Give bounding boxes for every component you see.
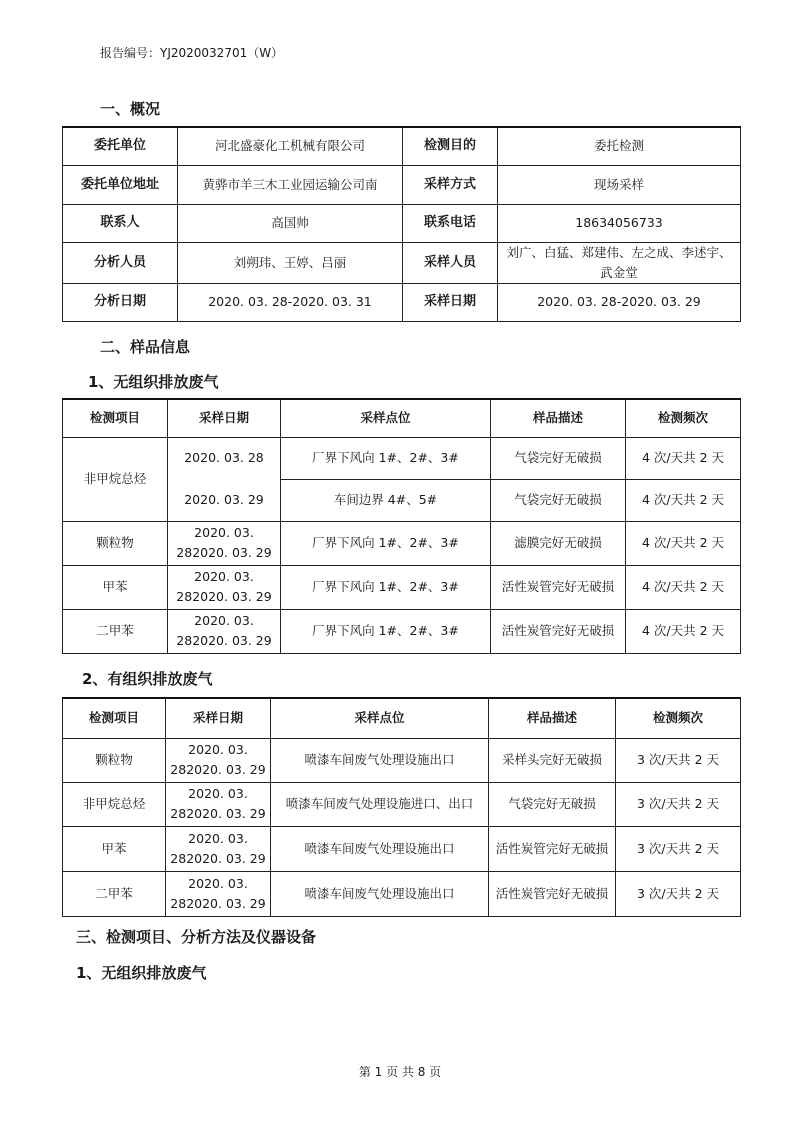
item-cell: 甲苯 bbox=[63, 826, 166, 871]
col-point: 采样点位 bbox=[271, 698, 489, 738]
freq-line: 共 2 天 bbox=[683, 450, 725, 465]
method-label: 采样方式 bbox=[403, 165, 498, 204]
freq-cell bbox=[626, 609, 741, 653]
freq-line: 3 次/天 bbox=[636, 796, 679, 811]
freq-line: 4 次/天 bbox=[641, 535, 684, 550]
table-row bbox=[63, 127, 741, 165]
date-line: 2020. 03. 29 bbox=[186, 895, 266, 911]
section-methods-title: 三、检测项目、分析方法及仪器设备 bbox=[76, 928, 317, 946]
section-overview-title: 一、概况 bbox=[100, 100, 161, 118]
organized-title: 2、有组织排放废气 bbox=[82, 670, 213, 688]
date-line: 2020. 03. 29 bbox=[186, 762, 266, 777]
desc-cell: 气袋完好无破损 bbox=[491, 479, 626, 521]
point-cell: 厂界下风向 1#、2#、3# bbox=[281, 521, 491, 565]
section-sample-info-title: 二、样品信息 bbox=[100, 338, 191, 356]
col-date: 采样日期 bbox=[168, 399, 281, 437]
samplers-value bbox=[498, 242, 741, 283]
date-line: 2020. 03. 29 bbox=[186, 850, 266, 866]
date-cell bbox=[168, 565, 281, 609]
point-cell: 车间边界 4#、5# bbox=[281, 479, 491, 521]
item-cell: 二甲苯 bbox=[63, 871, 166, 916]
col-date: 采样日期 bbox=[166, 698, 271, 738]
col-item: 检测项目 bbox=[63, 399, 168, 437]
date-line: 2020. 03. 28 bbox=[176, 525, 254, 560]
date-cell bbox=[168, 521, 281, 565]
col-freq: 检测频次 bbox=[616, 698, 741, 738]
freq-line: 3 次/天 bbox=[636, 840, 679, 856]
table-row bbox=[63, 399, 741, 437]
item-cell: 二甲苯 bbox=[63, 609, 168, 653]
desc-line: 损 bbox=[595, 885, 609, 901]
desc-cell bbox=[489, 826, 616, 871]
point-cell: 喷漆车间废气处理设施出口 bbox=[271, 871, 489, 916]
date-cell bbox=[168, 609, 281, 653]
analysts-label: 分析人员 bbox=[63, 242, 178, 283]
freq-line: 共 2 天 bbox=[678, 885, 720, 901]
item-cell: 颗粒物 bbox=[63, 521, 168, 565]
samplers-line-2: 武金堂 bbox=[600, 264, 638, 280]
item-cell: 非甲烷总烃 bbox=[63, 782, 166, 826]
report-number: 报告编号：YJ2020032701（W） bbox=[100, 46, 284, 60]
table-row bbox=[63, 437, 741, 479]
sampling-date-value: 2020. 03. 28-2020. 03. 29 bbox=[498, 283, 741, 321]
freq-line: 共 2 天 bbox=[683, 492, 725, 507]
table-row bbox=[63, 782, 741, 826]
table-row bbox=[63, 204, 741, 242]
address-value: 黄骅市羊三木工业园运输公司南 bbox=[178, 165, 403, 204]
freq-cell bbox=[626, 521, 741, 565]
date-cell bbox=[166, 782, 271, 826]
point-cell: 厂界下风向 1#、2#、3# bbox=[281, 437, 491, 479]
freq-line: 4 次/天 bbox=[641, 450, 684, 465]
date-line: 2020. 03. 29 bbox=[192, 633, 272, 648]
date-line: 2020. 03. 29 bbox=[186, 806, 266, 821]
point-cell: 喷漆车间废气处理设施出口 bbox=[271, 826, 489, 871]
freq-cell bbox=[626, 437, 741, 479]
col-freq: 检测频次 bbox=[626, 399, 741, 437]
freq-line: 4 次/天 bbox=[641, 623, 684, 638]
freq-line: 共 2 天 bbox=[678, 752, 720, 767]
col-item: 检测项目 bbox=[63, 698, 166, 738]
date-cell: 2020. 03. 29 bbox=[168, 479, 281, 521]
samplers-label: 采样人员 bbox=[403, 242, 498, 283]
freq-line: 4 次/天 bbox=[641, 492, 684, 507]
desc-line: 活性炭管完好无破 bbox=[495, 840, 596, 856]
desc-cell: 气袋完好无破损 bbox=[489, 782, 616, 826]
freq-cell bbox=[626, 479, 741, 521]
desc-cell: 采样头完好无破损 bbox=[489, 738, 616, 782]
purpose-label: 检测目的 bbox=[403, 127, 498, 165]
unorganized-table bbox=[62, 398, 741, 654]
freq-line: 3 次/天 bbox=[636, 885, 679, 901]
overview-table bbox=[62, 126, 741, 322]
item-cell: 非甲烷总烃 bbox=[63, 437, 168, 521]
point-cell: 厂界下风向 1#、2#、3# bbox=[281, 609, 491, 653]
table-row bbox=[63, 521, 741, 565]
sampling-date-label: 采样日期 bbox=[403, 283, 498, 321]
table-row bbox=[63, 242, 741, 283]
freq-cell bbox=[616, 738, 741, 782]
methods-unorganized-title: 1、无组织排放废气 bbox=[76, 964, 207, 982]
desc-line: 损 bbox=[595, 840, 609, 856]
freq-cell bbox=[616, 871, 741, 916]
table-row bbox=[63, 698, 741, 738]
desc-cell bbox=[489, 871, 616, 916]
phone-value: 18634056733 bbox=[498, 204, 741, 242]
contact-label: 联系人 bbox=[63, 204, 178, 242]
analysis-date-value: 2020. 03. 28-2020. 03. 31 bbox=[178, 283, 403, 321]
freq-line: 3 次/天 bbox=[636, 752, 679, 767]
item-cell: 颗粒物 bbox=[63, 738, 166, 782]
client-label: 委托单位 bbox=[63, 127, 178, 165]
date-line: 2020. 03. 28 bbox=[176, 569, 254, 604]
purpose-value: 委托检测 bbox=[498, 127, 741, 165]
samplers-line-1: 刘广、白猛、郑建伟、左之成、李述宇、 bbox=[506, 244, 732, 260]
table-row bbox=[63, 871, 741, 916]
table-row bbox=[63, 165, 741, 204]
freq-line: 共 2 天 bbox=[678, 796, 720, 811]
freq-cell bbox=[616, 782, 741, 826]
freq-line: 4 次/天 bbox=[641, 579, 684, 594]
desc-line: 活性炭管完好无破 bbox=[495, 885, 596, 901]
desc-line: 活性炭管完好无破 bbox=[501, 623, 602, 638]
date-line: 2020. 03. 28 bbox=[170, 875, 248, 911]
date-cell bbox=[166, 738, 271, 782]
table-row bbox=[63, 826, 741, 871]
desc-cell: 滤膜完好无破损 bbox=[491, 521, 626, 565]
freq-line: 共 2 天 bbox=[678, 840, 720, 856]
date-cell: 2020. 03. 28 bbox=[168, 437, 281, 479]
date-line: 2020. 03. 28 bbox=[170, 830, 248, 866]
analysts-value: 刘朔玮、王婷、吕丽 bbox=[178, 242, 403, 283]
analysis-date-label: 分析日期 bbox=[63, 283, 178, 321]
desc-line: 活性炭管完好无破 bbox=[501, 579, 602, 594]
desc-cell bbox=[491, 565, 626, 609]
freq-line: 共 2 天 bbox=[683, 579, 725, 594]
phone-label: 联系电话 bbox=[403, 204, 498, 242]
method-value: 现场采样 bbox=[498, 165, 741, 204]
date-cell bbox=[166, 871, 271, 916]
desc-line: 损 bbox=[601, 579, 615, 594]
col-desc: 样品描述 bbox=[489, 698, 616, 738]
table-row bbox=[63, 565, 741, 609]
date-line: 2020. 03. 29 bbox=[192, 589, 272, 604]
col-desc: 样品描述 bbox=[491, 399, 626, 437]
date-line: 2020. 03. 28 bbox=[176, 613, 254, 648]
freq-cell bbox=[626, 565, 741, 609]
freq-cell bbox=[616, 826, 741, 871]
page-footer: 第 1 页 共 8 页 bbox=[358, 1065, 442, 1079]
point-cell: 喷漆车间废气处理设施出口 bbox=[271, 738, 489, 782]
date-cell bbox=[166, 826, 271, 871]
point-cell: 喷漆车间废气处理设施进口、出口 bbox=[271, 782, 489, 826]
col-point: 采样点位 bbox=[281, 399, 491, 437]
freq-line: 共 2 天 bbox=[683, 623, 725, 638]
desc-cell: 气袋完好无破损 bbox=[491, 437, 626, 479]
desc-cell bbox=[491, 609, 626, 653]
unorganized-title: 1、无组织排放废气 bbox=[88, 373, 219, 391]
desc-line: 损 bbox=[601, 623, 615, 638]
table-row bbox=[63, 738, 741, 782]
organized-table bbox=[62, 697, 741, 917]
date-line: 2020. 03. 29 bbox=[192, 545, 272, 560]
point-cell: 厂界下风向 1#、2#、3# bbox=[281, 565, 491, 609]
client-value: 河北盛豪化工机械有限公司 bbox=[178, 127, 403, 165]
contact-value: 高国帅 bbox=[178, 204, 403, 242]
date-line: 2020. 03. 28 bbox=[170, 742, 248, 777]
table-row bbox=[63, 283, 741, 321]
table-row bbox=[63, 609, 741, 653]
freq-line: 共 2 天 bbox=[683, 535, 725, 550]
item-cell: 甲苯 bbox=[63, 565, 168, 609]
date-line: 2020. 03. 28 bbox=[170, 786, 248, 821]
address-label: 委托单位地址 bbox=[63, 165, 178, 204]
